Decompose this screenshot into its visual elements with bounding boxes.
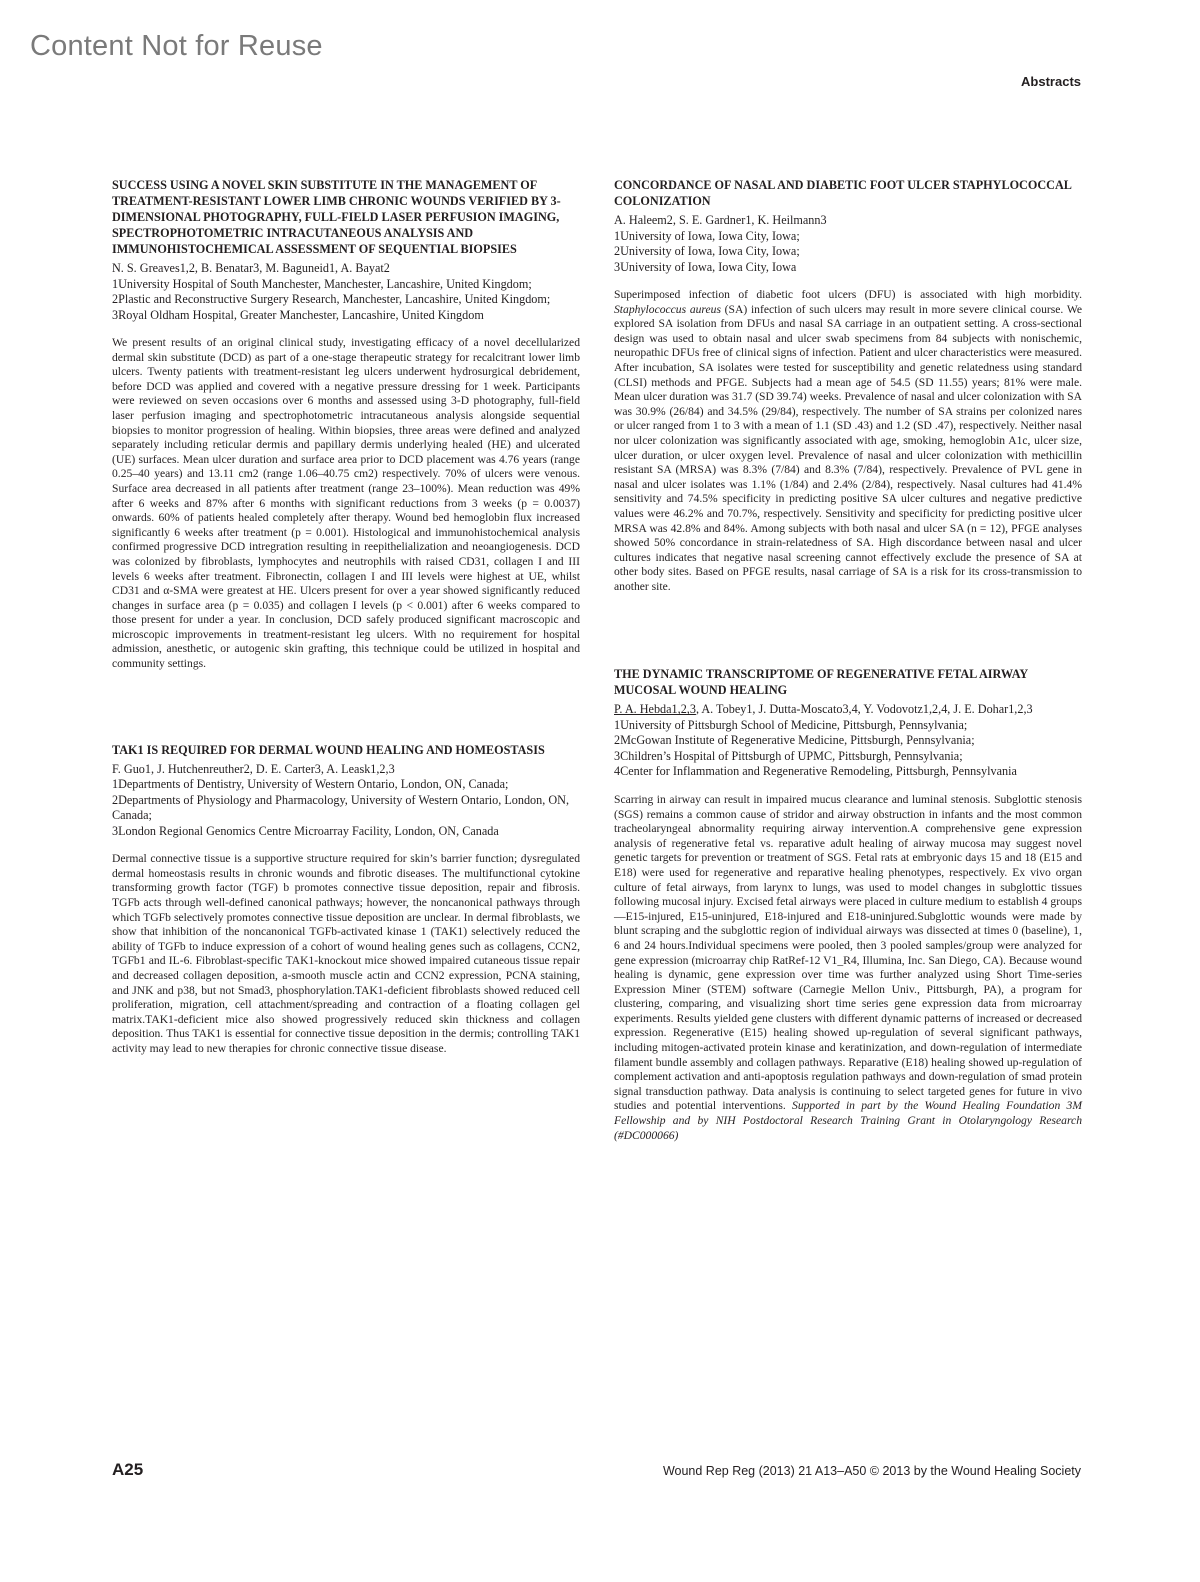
affiliation: 4Center for Inflammation and Regenerative Remodeling, Pittsburgh, Pennsylvania — [614, 764, 1017, 779]
affiliation: 2Plastic and Reconstructive Surgery Research, Manchester, Lancashire, United Kingdom; — [112, 292, 551, 306]
right-column — [614, 177, 1082, 1143]
abstract-body: Dermal connective tissue is a supportive structure required for skin’s barrier function; dysregulated dermal homeostasis results in chronic wounds and fibrotic diseases. The multifunctional cytokine transforming growth factor (TGF) b promotes connective tissue deposition, repair and fibrosis. TGFb acts through well-defined canonical pathways; however, the noncanonical pathways through which TGFb selectively promotes connective tissue deposition are unclear. In dermal fibroblasts, we show that inhibition of the noncanonical TGFb-activated kinase 1 (TAK1) selectively reduced the ability of TGFb to induce expression of a cohort of wound healing genes such as collagens, CCN2, TGFb1 and IL-6. Fibroblast-specific TAK1-knockout mice showed impaired cutaneous tissue repair and decreased collagen deposition, a-smooth muscle actin and CCN2 expression, PCNA staining, and JNK and p38, but not Smad3, phosphorylation.TAK1-deficient fibroblasts showed reduced cell proliferation, migration, cell attachment/spreading and contraction of a floating collagen gel matrix.TAK1-deficient mice also showed progressively reduced skin thickness and collagen deposition. Thus TAK1 is essential for connective tissue deposition in the dermis; controlling TAK1 activity may lead to new therapies for chronic connective tissue disease. — [112, 852, 580, 1055]
affiliation-list — [112, 777, 580, 839]
affiliation-list — [614, 718, 1082, 780]
affiliation: 2University of Iowa, Iowa City, Iowa; — [614, 244, 800, 258]
abstract-title: TAK1 IS REQUIRED FOR DERMAL WOUND HEALING AND HOMEOSTASIS — [112, 742, 545, 757]
affiliation: 3Children’s Hospital of Pittsburgh of UPMC, Pittsburgh, Pennsylvania; — [614, 748, 963, 763]
affiliation: 3University of Iowa, Iowa City, Iowa — [614, 259, 797, 274]
abstract-fetal-airway — [614, 666, 1082, 1143]
funding-note: Supported in part by the Wound Healing Foundation 3M Fellowship and by NIH Postdoctoral Research Training Grant in Otolaryngology Research (#DC000066) — [614, 1099, 1082, 1142]
abstract-body — [614, 793, 1082, 1143]
page-number: A25 — [112, 1460, 144, 1479]
abstract-title: CONCORDANCE OF NASAL AND DIABETIC FOOT ULCER STAPHYLOCOCCAL COLONIZATION — [614, 178, 1072, 208]
presenting-author: P. A. Hebda1,2,3 — [614, 702, 696, 717]
watermark: Content Not for Reuse — [30, 30, 323, 62]
journal-citation: Wound Rep Reg (2013) 21 A13–A50 © 2013 by the Wound Healing Society — [662, 1464, 1081, 1478]
affiliation: 3Royal Oldham Hospital, Greater Manchester, Lancashire, United Kingdom — [112, 307, 484, 322]
running-head: Abstracts — [1021, 74, 1081, 89]
affiliation: 1University of Pittsburgh School of Medicine, Pittsburgh, Pennsylvania; — [614, 717, 968, 732]
abstract-body: We present results of an original clinical study, investigating efficacy of a novel decellularized dermal skin substitute (DCD) as part of a one-stage therapeutic strategy for recalcitrant lower limb ulcers. Twenty patients with treatment-resistant leg ulcers underwent hydrosurgical debridement, before DCD was applied and covered with a negative pressure dressing for 1 week. Participants were reviewed on seven occasions over 6 months and assessed using 3-D photography, full-field laser perfusion imaging and spectrophotometric intracutaneous analysis alongside sequential biopsies to monitor progression of healing. Within biopsies, three areas were defined and analyzed separately including reticular dermis and papillary dermis underlying healed (HE) and ulcerated (UE) surfaces. Mean ulcer duration and surface area prior to DCD placement was 4.76 years (range 0.25–40 years) and 13.11 cm2 (range 1.06–40.75 cm2) respectively. 70% of ulcers were venous. Surface area decreased in all patients after treatment (range 23–100%). Mean reduction was 49% after 6 weeks and 87% after 6 months with significant reductions from 3 weeks (p = 0.0037) onwards. 60% of patients healed completely after therapy. Wound bed hemoglobin flux increased significantly 6 weeks after treatment (p = 0.001). Histological and immunohistochemical analysis confirmed progressive DCD intregration resulting in reepithelialization and neoangiogenesis. DCD was colonized by fibroblasts, lymphocytes and neutrophils with raised CD31, collagen I and III levels 6 weeks after treatment. Fibronectin, collagen I and III levels were highest at UE, whilst CD31 and α-SMA were greatest at HE. Ulcers present for over a year showed significantly reduced changes in surface area (p = 0.035) and collagen I levels (p < 0.001) after 6 weeks compared to those present for under a year. In conclusion, DCD safely produced significant macroscopic and microscopic improvements in treatment-resistant leg ulcers. With no requirement for hospital admission, anesthetic, or autogenic skin grafting, this technique could be utilized in hospital and community settings. — [112, 336, 580, 671]
left-column — [112, 177, 580, 1056]
author-list: N. S. Greaves1,2, B. Benatar3, M. Baguneid1, A. Bayat2 — [112, 261, 390, 275]
affiliation: 2Departments of Physiology and Pharmacology, University of Western Ontario, London, ON, Canada; — [112, 792, 569, 823]
abstract-title: THE DYNAMIC TRANSCRIPTOME OF REGENERATIVE FETAL AIRWAY MUCOSAL WOUND HEALING — [614, 667, 1028, 698]
affiliation: 1Departments of Dentistry, University of Western Ontario, London, ON, Canada; — [112, 777, 509, 792]
body-text-segment: Scarring in airway can result in impaired mucus clearance and luminal stenosis. Subglottic stenosis (SGS) remains a common cause of stridor and airway obstruction in infants and the most common tracheolaryngeal abnormality requiring airway intervention.A comprehensive gene expression analysis of regenerative fetal vs. reparative adult healing of airway mucosa may suggest novel genetic targets for prevention or treatment of SGS. Fetal rats at embryonic days 15 and 18 (E15 and E18) were used for regenerative and reparative healing phenotypes, respectively. Ex vivo organ culture of fetal airways, from larynx to lungs, was used to model changes in subglottic tissues following mucosal injury. Excised fetal airways were placed in culture medium to establish 4 groups—E15-injured, E15-uninjured, E18-injured and E18-uninjured.Subglottic wounds were made by blunt scraping and the subglottic region of individual airways was dissected at times 0 (baseline), 1, 6 and 24 hours.Individual specimens were pooled, then 3 pooled samples/group were analyzed for gene expression (microarray chip RatRef-12 V1_R4, Illumina, Inc. San Diego, CA). Because wound healing is dynamic, gene expression over time was further analyzed using Short Time-series Expression Miner (STEM) software (Carnegie Mellon Univ., Pittsburgh, PA), a program for clustering, comparing, and visualizing short time series gene expression data from microarray experiments. Results yielded gene clusters with different dynamic patterns of increased or decreased expression. Regenerative (E15) healing showed up-regulation of several significant pathways, including mitogen-activated protein kinase and keratinization, and down-regulation of intermediate filament bundle assembly and collagen pathways. Reparative (E18) healing showed up-regulation of complement activation and anti-apoptosis regulation pathways and down-regulation of smad protein signal transduction pathway. Data analysis is continuing to select targeted genes for future in vivo studies and potential interventions. — [614, 792, 1082, 1113]
abstract-nasal-dfu — [614, 177, 1082, 594]
abstract-skin-substitute — [112, 177, 580, 672]
affiliation-list — [112, 277, 580, 324]
affiliation-list — [614, 229, 1082, 276]
body-text-segment: (SA) infection of such ulcers may result in more severe clinical course. We explored SA isolation from DFUs and nasal SA carriage in an outpatient setting. A cross-sectional design was used to obtain nasal and ulcer swab specimens from 84 subjects with nonischemic, neuropathic DFUs free of clinical signs of infection. Patient and ulcer characteristics were measured. After incubation, SA isolates were tested for susceptibility and genetic relatedness using standard (CLSI) methods and PFGE. Subjects had a mean age of 54.5 (SD 11.55) years; 81% were male. Mean ulcer duration was 31.7 (SD 39.74) weeks. Prevalence of nasal and ulcer colonization with SA was 30.9% (26/84) and 34.5% (29/84), respectively. The number of SA strains per colonized nares or ulcer ranged from 1 to 3 with a mean of 1.1 (SD .43) and 1.2 (SD .47), respectively. Neither nasal nor ulcer colonization was significantly associated with age, smoking, hemoglobin A1c, ulcer size, ulcer duration, or ulcer oxygen level. Prevalence of nasal and ulcer colonization with methicillin resistant SA (MRSA) was 8.3% (7/84) and 8.3% (7/84), respectively. Prevalence of PVL gene in nasal and ulcer isolates was 1.1% (1/84) and 2.4% (2/84), respectively. Nasal cultures had 41.4% sensitivity and 74.5% specificity in predicting positive SA ulcer cultures and negative predictive values were 46.2% and 70.7%, respectively. Sensitivity and specificity for predicting positive ulcer MRSA was 42.8% and 84%. Among subjects with both nasal and ulcer SA (n = 12), PFGE analyses showed 50% concordance in strain-relatedness of SA. High discordance between nasal and ulcer cultures indicates that negative nasal screening cannot effectively exclude the presence of SA at other body sites. Based on PFGE results, nasal carriage of SA is a risk for its cross-transmission to another site. — [614, 302, 1082, 593]
affiliation: 2McGowan Institute of Regenerative Medicine, Pittsburgh, Pennsylvania; — [614, 733, 975, 748]
species-name: Staphylococcus aureus — [614, 302, 721, 316]
body-text-segment: Superimposed infection of diabetic foot ulcers (DFU) is associated with high morbidity. — [614, 288, 1082, 301]
abstract-tak1 — [112, 742, 580, 1057]
author-list — [614, 702, 1082, 718]
abstract-body — [614, 288, 1082, 594]
affiliation: 3London Regional Genomics Centre Microarray Facility, London, ON, Canada — [112, 823, 499, 838]
author-list: A. Haleem2, S. E. Gardner1, K. Heilmann3 — [614, 213, 827, 227]
co-authors: , A. Tobey1, J. Dutta-Moscato3,4, Y. Vodovotz1,2,4, J. E. Dohar1,2,3 — [695, 702, 1033, 717]
affiliation: 1University of Iowa, Iowa City, Iowa; — [614, 228, 800, 243]
affiliation: 1University Hospital of South Manchester, Manchester, Lancashire, United Kingdom; — [112, 276, 532, 291]
abstract-title: SUCCESS USING A NOVEL SKIN SUBSTITUTE IN THE MANAGEMENT OF TREATMENT-RESISTANT LOWER LIMB CHRONIC WOUNDS VERIFIED BY 3-DIMENSIONAL PHOTOGRAPHY, FULL-FIELD LASER PERFUSION IMAGING, SPECTROPHOTOMETRIC INTRACUTANEOUS ANALYSIS AND IMMUNOHISTOCHEMICAL ASSESSMENT OF SEQUENTIAL BIOPSIES — [112, 178, 561, 256]
author-list: F. Guo1, J. Hutchenreuther2, D. E. Carter3, A. Leask1,2,3 — [112, 761, 395, 776]
